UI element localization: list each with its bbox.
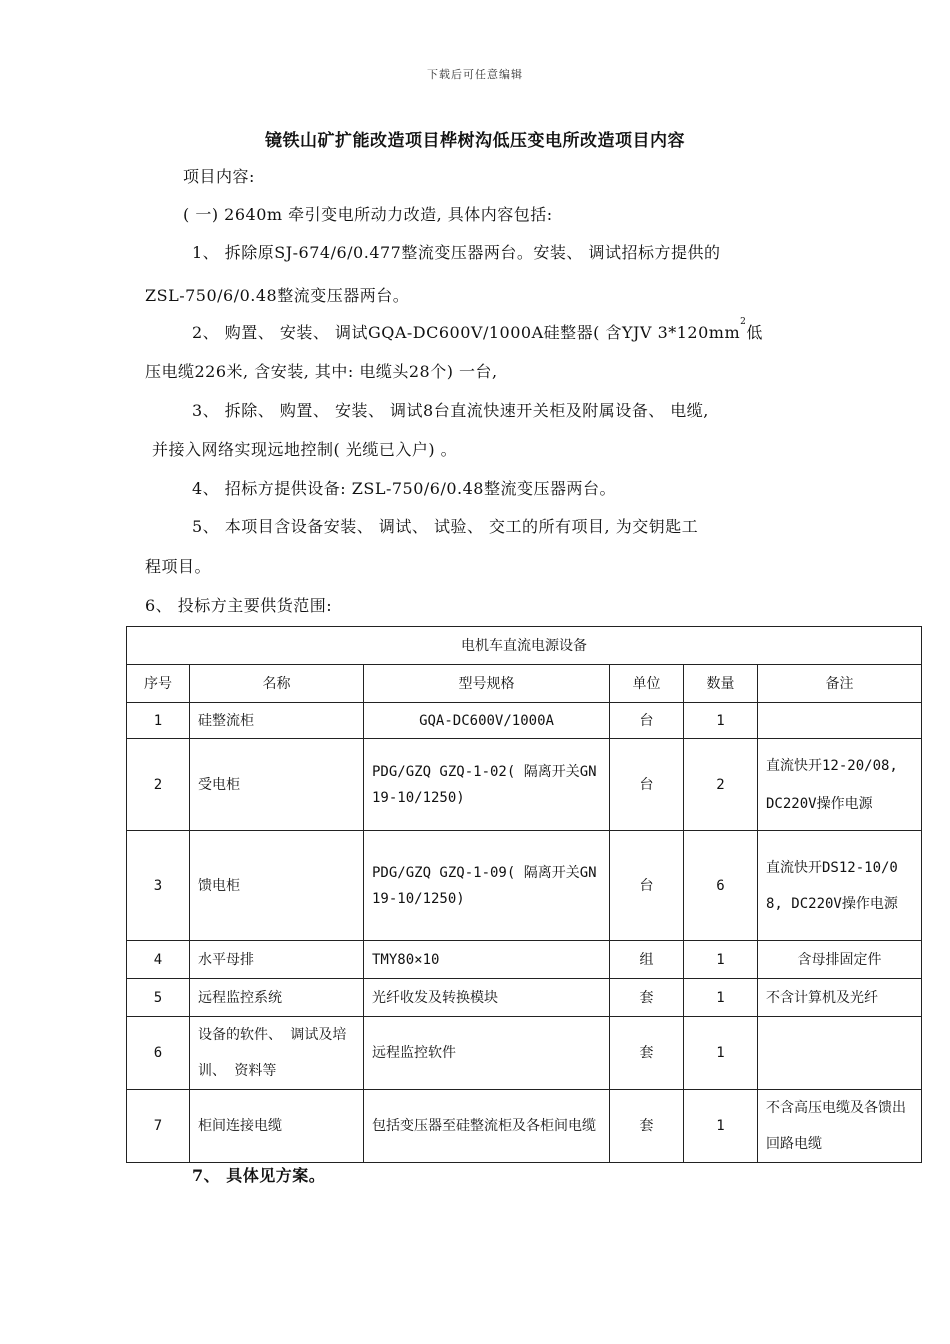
item-1-line-1: 1、 拆除原SJ-674/6/0.477整流变压器两台。安装、 调试招标方提供的 bbox=[192, 243, 721, 262]
header-cell: 型号规格 bbox=[364, 665, 610, 703]
item-model: 远程监控软件 bbox=[364, 1017, 610, 1090]
table-row bbox=[127, 979, 922, 1017]
header-cell: 数量 bbox=[684, 665, 758, 703]
item-quantity: 2 bbox=[684, 739, 758, 831]
item-quantity: 1 bbox=[684, 941, 758, 979]
table-row bbox=[127, 1017, 922, 1090]
item-quantity: 1 bbox=[684, 1090, 758, 1163]
item-name: 柜间连接电缆 bbox=[190, 1090, 364, 1163]
item-2-text: 2、 购置、 安装、 调试GQA-DC600V/1000A硅整器( 含YJV 3*120mm bbox=[192, 323, 741, 342]
item-model: GQA-DC600V/1000A bbox=[364, 703, 610, 739]
item-5-line-1: 5、 本项目含设备安装、 调试、 试验、 交工的所有项目, 为交钥匙工 bbox=[192, 517, 699, 536]
item-remark: 含母排固定件 bbox=[758, 941, 922, 979]
table-row bbox=[127, 831, 922, 941]
item-2-line-1 bbox=[192, 317, 763, 343]
item-remark bbox=[758, 703, 922, 739]
item-3-line-2: 并接入网络实现远地控制( 光缆已入户) 。 bbox=[152, 440, 458, 459]
equipment-table bbox=[126, 626, 922, 1163]
item-name: 远程监控系统 bbox=[190, 979, 364, 1017]
item-remark: 不含计算机及光纤 bbox=[758, 979, 922, 1017]
item-name: 设备的软件、 调试及培训、 资料等 bbox=[190, 1017, 364, 1090]
item-quantity: 1 bbox=[684, 1017, 758, 1090]
row-number: 5 bbox=[127, 979, 190, 1017]
item-3-line-1: 3、 拆除、 购置、 安装、 调试8台直流快速开关柜及附属设备、 电缆, bbox=[192, 401, 709, 420]
item-remark bbox=[758, 1017, 922, 1090]
item-name: 水平母排 bbox=[190, 941, 364, 979]
section-one-heading: ( 一) 2640m 牵引变电所动力改造, 具体内容包括: bbox=[183, 205, 553, 224]
item-unit: 台 bbox=[610, 703, 684, 739]
table-caption: 电机车直流电源设备 bbox=[127, 627, 922, 665]
item-2-line-2: 压电缆226米, 含安装, 其中: 电缆头28个) 一台, bbox=[145, 362, 498, 381]
item-5-line-2: 程项目。 bbox=[145, 557, 212, 576]
row-number: 3 bbox=[127, 831, 190, 941]
item-model: 包括变压器至硅整流柜及各柜间电缆 bbox=[364, 1090, 610, 1163]
item-unit: 套 bbox=[610, 1090, 684, 1163]
row-number: 6 bbox=[127, 1017, 190, 1090]
document-title: 镜铁山矿扩能改造项目桦树沟低压变电所改造项目内容 bbox=[265, 131, 685, 151]
item-2-text-end: 低 bbox=[746, 323, 763, 342]
item-model: 光纤收发及转换模块 bbox=[364, 979, 610, 1017]
item-name: 馈电柜 bbox=[190, 831, 364, 941]
item-remark: 直流快开DS12-10/08, DC220V操作电源 bbox=[758, 831, 922, 941]
header-cell: 单位 bbox=[610, 665, 684, 703]
table-row bbox=[127, 1090, 922, 1163]
item-quantity: 6 bbox=[684, 831, 758, 941]
row-number: 7 bbox=[127, 1090, 190, 1163]
header-note: 下载后可任意编辑 bbox=[427, 68, 523, 81]
item-unit: 套 bbox=[610, 1017, 684, 1090]
item-unit: 套 bbox=[610, 979, 684, 1017]
item-7: 7、 具体见方案。 bbox=[192, 1166, 326, 1185]
item-remark: 不含高压电缆及各馈出回路电缆 bbox=[758, 1090, 922, 1163]
item-4: 4、 招标方提供设备: ZSL-750/6/0.48整流变压器两台。 bbox=[192, 479, 616, 498]
table-header-row bbox=[127, 665, 922, 703]
table-row bbox=[127, 739, 922, 831]
item-quantity: 1 bbox=[684, 703, 758, 739]
item-name: 硅整流柜 bbox=[190, 703, 364, 739]
item-2-superscript: 2 bbox=[740, 317, 747, 327]
item-quantity: 1 bbox=[684, 979, 758, 1017]
row-number: 1 bbox=[127, 703, 190, 739]
item-model: TMY80×10 bbox=[364, 941, 610, 979]
item-model: PDG/GZQ GZQ-1-09( 隔离开关GN19-10/1250) bbox=[364, 831, 610, 941]
item-model: PDG/GZQ GZQ-1-02( 隔离开关GN19-10/1250) bbox=[364, 739, 610, 831]
item-1-line-2: ZSL-750/6/0.48整流变压器两台。 bbox=[145, 286, 410, 305]
item-name: 受电柜 bbox=[190, 739, 364, 831]
item-6: 6、 投标方主要供货范围: bbox=[145, 596, 333, 615]
table-row bbox=[127, 941, 922, 979]
header-cell: 备注 bbox=[758, 665, 922, 703]
item-unit: 台 bbox=[610, 831, 684, 941]
table-caption-row bbox=[127, 627, 922, 665]
row-number: 2 bbox=[127, 739, 190, 831]
row-number: 4 bbox=[127, 941, 190, 979]
item-unit: 组 bbox=[610, 941, 684, 979]
table-row bbox=[127, 703, 922, 739]
header-cell: 序号 bbox=[127, 665, 190, 703]
header-cell: 名称 bbox=[190, 665, 364, 703]
section-label: 项目内容: bbox=[183, 167, 255, 186]
item-remark: 直流快开12-20/08, DC220V操作电源 bbox=[758, 739, 922, 831]
item-unit: 台 bbox=[610, 739, 684, 831]
